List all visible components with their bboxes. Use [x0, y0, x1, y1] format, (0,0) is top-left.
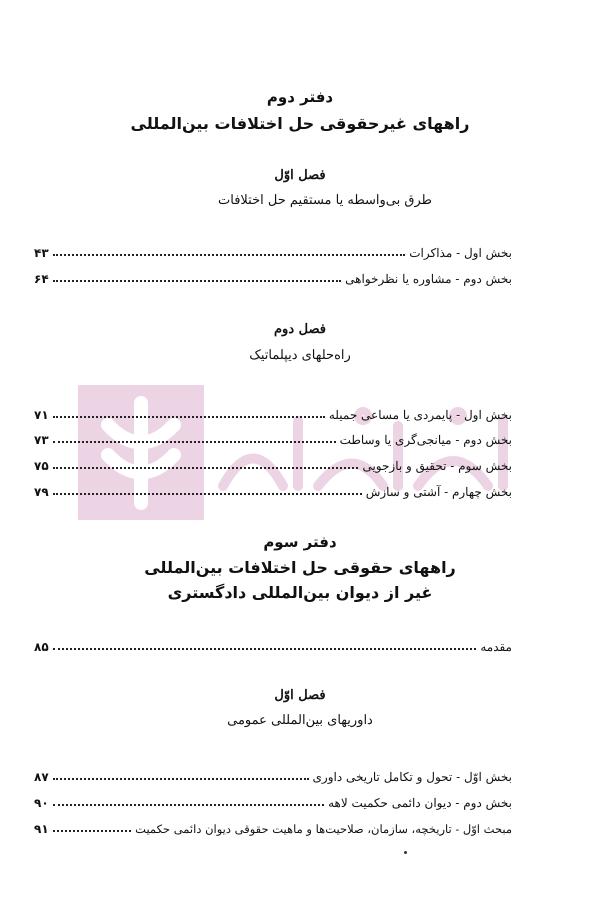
toc-entry-text: بخش اول - مذاکرات — [409, 246, 512, 260]
section-title-daftar-3-line2: غیر از دیوان بین‌المللی دادگستری — [167, 583, 433, 602]
toc-entry-text: مبحث اوّل - تاریخچه، سازمان، صلاحیت‌ها و ماهیت حقوقی دیوان دائمی حکمیت — [135, 822, 512, 836]
toc-leader — [53, 253, 406, 256]
toc-entry-page: ۹۰ — [34, 796, 49, 810]
toc-leader — [53, 440, 336, 443]
chapter-heading-3: فصل اوّل — [274, 688, 326, 703]
section-heading-daftar-2: دفتر دوم — [266, 88, 334, 106]
toc-entry — [34, 238, 512, 260]
chapter-heading-2: فصل دوم — [274, 322, 326, 337]
chapter-title-1: طرق بی‌واسطه یا مستقیم حل اختلافات — [218, 193, 432, 208]
toc-entry — [34, 400, 512, 422]
toc-entry-page: ۸۵ — [34, 640, 49, 654]
toc-entry — [34, 632, 512, 654]
section-title-daftar-3-line1: راههای حقوقی حل اختلافات بین‌المللی — [144, 558, 456, 577]
toc-leader — [53, 647, 477, 650]
toc-entry-page: ۷۳ — [34, 433, 49, 447]
toc-leader — [53, 492, 362, 495]
toc-entry — [34, 451, 512, 473]
toc-entry — [34, 425, 512, 447]
toc-entry-page: ۸۷ — [34, 770, 49, 784]
toc-leader — [53, 415, 325, 418]
toc-entry-page: ۷۱ — [34, 408, 49, 422]
toc-entry-text: بخش سوم - تحقیق و بازجویی — [362, 459, 512, 473]
chapter-title-3: داوریهای بین‌المللی عمومی — [227, 713, 373, 728]
print-speck — [404, 851, 407, 854]
toc-leader — [53, 466, 359, 469]
toc-entry-page: ۹۱ — [34, 822, 49, 836]
toc-entry-text: بخش دوم - میانجی‌گری یا وساطت — [339, 433, 512, 447]
toc-entry-text: بخش دوم - دیوان دائمی حکمیت لاهه — [328, 796, 512, 810]
toc-entry — [34, 788, 512, 810]
toc-leader — [53, 279, 342, 282]
toc-leader — [53, 803, 324, 806]
toc-leader — [53, 829, 132, 832]
toc-entry-page: ۶۴ — [34, 272, 49, 286]
toc-entry-page: ۴۳ — [34, 246, 49, 260]
toc-entry — [34, 762, 512, 784]
toc-entry-text: مقدمه — [480, 640, 512, 654]
chapter-title-2: راه‌حلهای دیپلماتیک — [249, 348, 351, 363]
section-title-daftar-2: راههای غیرحقوقی حل اختلافات بین‌المللی — [130, 114, 470, 133]
toc-entry-text: بخش چهارم - آشتی و سازش — [365, 485, 512, 499]
toc-entry-page: ۷۹ — [34, 485, 49, 499]
toc-entry — [34, 814, 512, 836]
toc-entry — [34, 477, 512, 499]
toc-entry-page: ۷۵ — [34, 459, 49, 473]
toc-entry-text: بخش اوّل - تحول و تکامل تاریخی داوری — [312, 770, 512, 784]
toc-entry-text: بخش دوم - مشاوره یا نظرخواهی — [345, 272, 512, 286]
section-heading-daftar-3: دفتر سوم — [263, 533, 337, 551]
chapter-heading-1: فصل اوّل — [274, 168, 326, 183]
toc-leader — [53, 777, 309, 780]
toc-entry — [34, 264, 512, 286]
toc-entry-text: بخش اول - پایمردی یا مساعی جمیله — [328, 408, 512, 422]
